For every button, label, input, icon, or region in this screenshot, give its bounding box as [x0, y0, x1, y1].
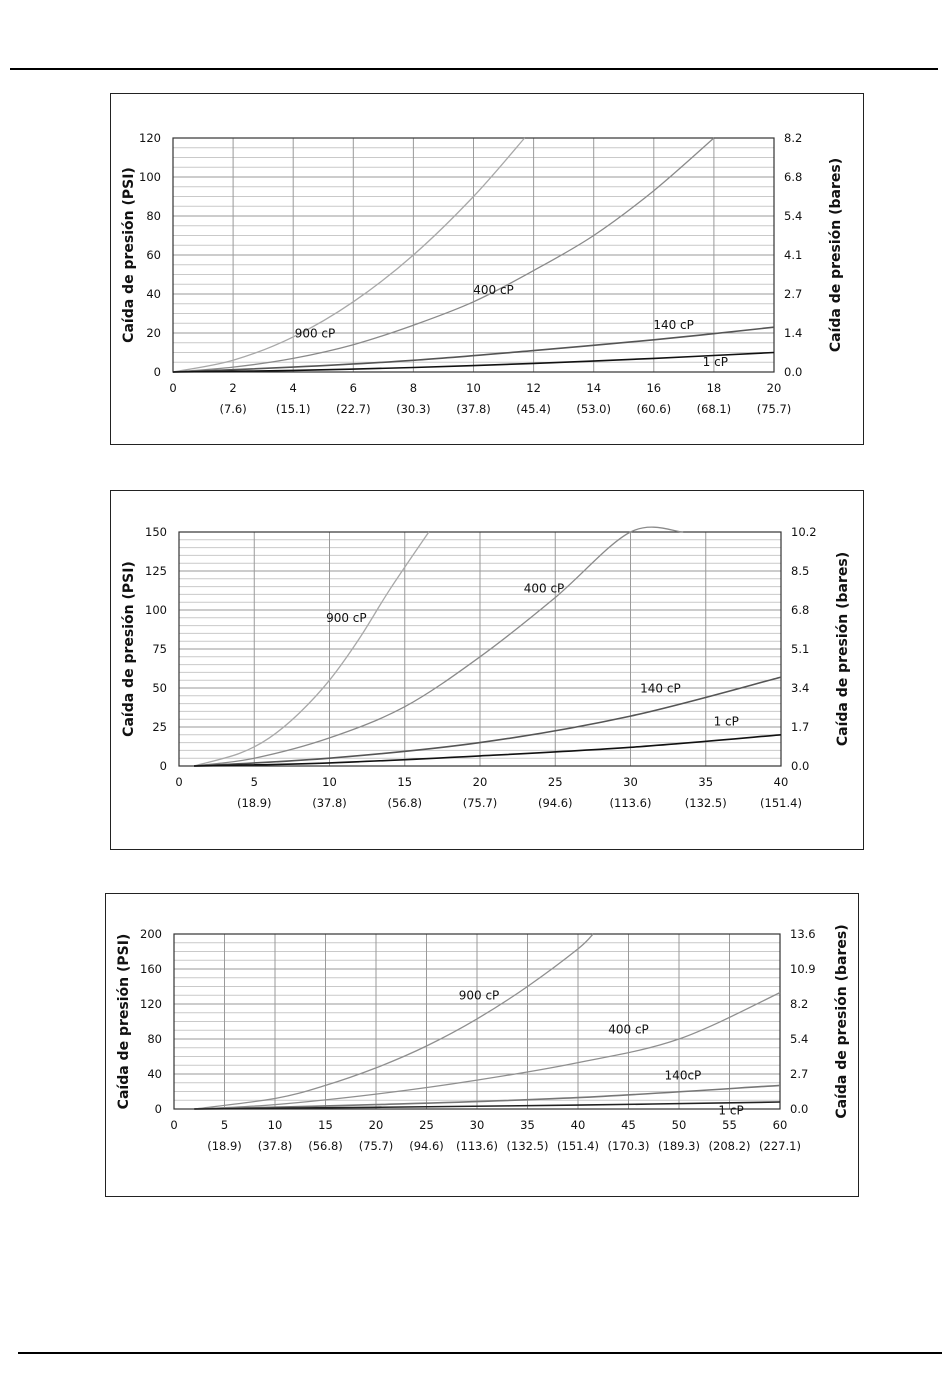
x-tick-label: 25 — [419, 1118, 434, 1132]
y-tick-label: 160 — [140, 962, 162, 976]
y-axis-title: Caída de presión (PSI) — [121, 561, 137, 737]
series-label: 400 cP — [473, 282, 514, 297]
x-tick-label-secondary: (15.1) — [275, 402, 311, 416]
x-tick-label: 2 — [229, 381, 237, 395]
x-tick-label-secondary: (37.8) — [456, 402, 491, 416]
y2-tick-label: 4.1 — [784, 248, 803, 262]
chart-panel-2 — [110, 490, 864, 850]
x-tick-label-secondary: (151.4) — [557, 1139, 599, 1153]
top-rule — [10, 68, 938, 70]
series-label: 900 cP — [458, 988, 500, 1003]
x-tick-label-secondary: (227.1) — [759, 1139, 801, 1153]
y2-tick-label: 8.2 — [790, 997, 809, 1011]
y2-tick-label: 10.9 — [790, 962, 816, 976]
x-tick-label: 40 — [773, 775, 789, 789]
series-label: 1 cP — [702, 354, 728, 369]
y-tick-label: 120 — [140, 997, 162, 1011]
x-tick-label-secondary: (30.3) — [396, 402, 431, 416]
y2-tick-label: 2.7 — [790, 1067, 809, 1081]
x-tick-label-secondary: (132.5) — [506, 1139, 549, 1153]
x-tick-label-secondary: (132.5) — [684, 796, 727, 810]
x-tick-label-secondary: (75.7) — [756, 402, 792, 416]
x-tick-label: 20 — [368, 1118, 384, 1132]
x-tick-label: 30 — [623, 775, 638, 789]
chart-svg-2 — [111, 491, 865, 851]
chart-svg-3 — [106, 894, 860, 1198]
x-tick-label: 50 — [671, 1118, 687, 1132]
y-tick-label: 150 — [145, 525, 167, 539]
y-axis-title: Caída de presión (PSI) — [121, 167, 137, 343]
x-tick-label: 5 — [250, 775, 258, 789]
x-tick-label-secondary: (7.6) — [219, 402, 247, 416]
y2-tick-label: 0.0 — [784, 365, 803, 379]
x-tick-label: 60 — [772, 1118, 788, 1132]
x-tick-label: 0 — [169, 381, 177, 395]
x-tick-label-secondary: (151.4) — [760, 796, 802, 810]
x-tick-label-secondary: (60.6) — [636, 402, 672, 416]
y-tick-label: 0 — [153, 365, 161, 379]
y2-tick-label: 13.6 — [790, 927, 816, 941]
y-axis-title: Caída de presión (PSI) — [116, 933, 132, 1110]
series-label: 1 cP — [718, 1103, 744, 1118]
series-label: 140cP — [664, 1068, 702, 1083]
bottom-rule — [18, 1352, 942, 1354]
x-tick-label: 25 — [547, 775, 563, 789]
y2-tick-label: 6.8 — [791, 603, 810, 617]
x-tick-label-secondary: (18.9) — [236, 796, 272, 810]
y2-tick-label: 2.7 — [784, 287, 803, 301]
x-tick-label: 15 — [397, 775, 413, 789]
x-tick-label: 10 — [322, 775, 337, 789]
y2-tick-label: 5.1 — [791, 642, 810, 656]
x-tick-label: 35 — [520, 1118, 535, 1132]
x-tick-label: 10 — [466, 381, 481, 395]
x-tick-label-secondary: (56.8) — [308, 1139, 343, 1153]
series-line-140cp — [194, 677, 781, 766]
x-tick-label-secondary: (56.8) — [387, 796, 423, 810]
x-tick-label: 20 — [472, 775, 488, 789]
y2-tick-label: 1.4 — [784, 326, 803, 340]
y2-tick-label: 0.0 — [790, 1102, 809, 1116]
y2-tick-label: 5.4 — [790, 1032, 809, 1046]
series-label: 140 cP — [653, 317, 694, 332]
x-tick-label-secondary: (22.7) — [336, 402, 371, 416]
x-tick-label: 0 — [170, 1118, 178, 1132]
y2-tick-label: 1.7 — [791, 720, 810, 734]
y2-tick-label: 8.2 — [784, 131, 803, 145]
x-tick-label: 15 — [318, 1118, 333, 1132]
series-label: 400 cP — [523, 581, 565, 596]
y2-axis-title: Caída de presión (bares) — [835, 551, 851, 747]
y-tick-label: 20 — [146, 326, 161, 340]
y-tick-label: 40 — [146, 287, 161, 301]
x-tick-label-secondary: (208.2) — [708, 1139, 751, 1153]
chart-svg-1 — [111, 94, 865, 446]
y2-tick-label: 5.4 — [784, 209, 803, 223]
y-tick-label: 200 — [140, 927, 162, 941]
chart-panel-3 — [105, 893, 859, 1197]
y-tick-label: 80 — [147, 1032, 162, 1046]
chart-panel-1 — [110, 93, 864, 445]
series-label: 900 cP — [326, 610, 367, 625]
x-tick-label: 18 — [706, 381, 722, 395]
x-tick-label: 10 — [267, 1118, 283, 1132]
series-label: 140 cP — [640, 681, 681, 696]
x-tick-label: 55 — [722, 1118, 737, 1132]
y-tick-label: 75 — [152, 642, 167, 656]
y-tick-label: 125 — [145, 564, 167, 578]
series-line-1cp — [194, 1102, 780, 1109]
y2-tick-label: 8.5 — [791, 564, 810, 578]
x-tick-label: 14 — [586, 381, 602, 395]
y-tick-label: 50 — [152, 681, 167, 695]
y2-tick-label: 10.2 — [791, 525, 817, 539]
x-tick-label-secondary: (68.1) — [696, 402, 732, 416]
series-label: 900 cP — [294, 326, 336, 341]
x-tick-label: 12 — [526, 381, 541, 395]
x-tick-label: 16 — [646, 381, 662, 395]
y-tick-label: 60 — [146, 248, 161, 262]
x-tick-label-secondary: (113.6) — [609, 796, 652, 810]
x-tick-label: 35 — [698, 775, 714, 789]
x-tick-label: 30 — [469, 1118, 485, 1132]
x-tick-label-secondary: (113.6) — [456, 1139, 498, 1153]
y2-axis-title: Caída de presión (bares) — [828, 157, 844, 353]
y-tick-label: 25 — [152, 720, 167, 734]
y-tick-label: 0 — [154, 1102, 162, 1116]
y2-tick-label: 0.0 — [791, 759, 810, 773]
y-tick-label: 40 — [147, 1067, 162, 1081]
x-tick-label-secondary: (94.6) — [537, 796, 573, 810]
x-tick-label-secondary: (18.9) — [207, 1139, 242, 1153]
x-tick-label-secondary: (189.3) — [658, 1139, 700, 1153]
x-tick-label: 8 — [409, 381, 418, 395]
x-tick-label-secondary: (53.0) — [576, 402, 611, 416]
x-tick-label-secondary: (75.7) — [462, 796, 498, 810]
x-tick-label-secondary: (75.7) — [358, 1139, 394, 1153]
y2-tick-label: 3.4 — [791, 681, 810, 695]
y-tick-label: 120 — [139, 131, 161, 145]
x-tick-label: 0 — [175, 775, 183, 789]
x-tick-label: 5 — [220, 1118, 229, 1132]
x-tick-label-secondary: (37.8) — [312, 796, 347, 810]
series-label: 400 cP — [608, 1022, 649, 1037]
x-tick-label: 20 — [766, 381, 782, 395]
x-tick-label: 40 — [570, 1118, 586, 1132]
x-tick-label-secondary: (37.8) — [257, 1139, 293, 1153]
y-tick-label: 80 — [146, 209, 161, 223]
x-tick-label-secondary: (170.3) — [607, 1139, 650, 1153]
x-tick-label-secondary: (94.6) — [409, 1139, 444, 1153]
x-tick-label: 6 — [349, 381, 357, 395]
y-tick-label: 100 — [139, 170, 161, 184]
y2-axis-title: Caída de presión (bares) — [834, 924, 850, 1119]
x-tick-label-secondary: (45.4) — [516, 402, 551, 416]
x-tick-label: 45 — [621, 1118, 636, 1132]
y-tick-label: 100 — [145, 603, 167, 617]
x-tick-label: 4 — [289, 381, 297, 395]
y-tick-label: 0 — [159, 759, 167, 773]
y2-tick-label: 6.8 — [784, 170, 803, 184]
series-label: 1 cP — [713, 714, 739, 729]
